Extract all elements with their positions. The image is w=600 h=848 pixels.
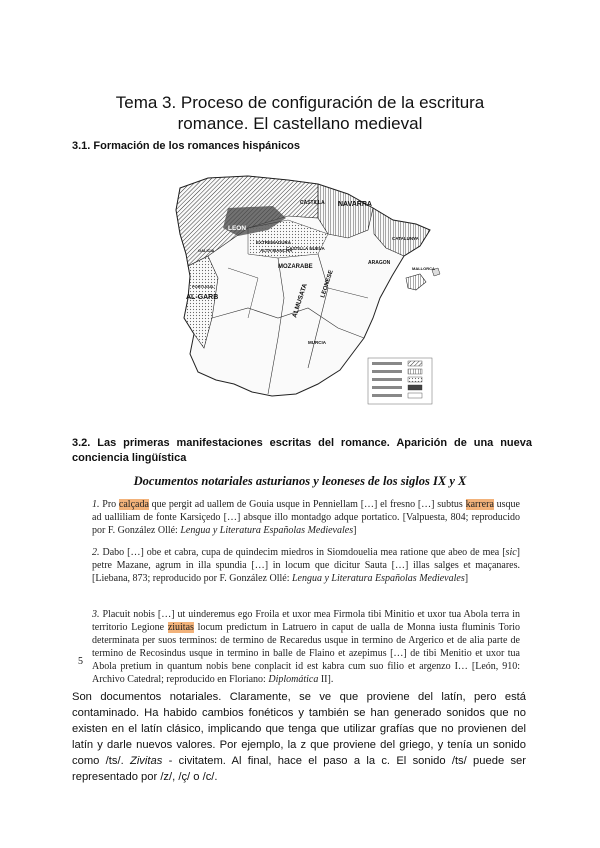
body-text-a: Son documentos notariales. Claramente, se ve que proviene del latín, pero está contaminado. Ha habido cambios fonéticos y también se han generado sonidos que no existen en el latín clásico, implicando que tenga que utilizar grafías que no provienen del latín y darle nuevos valores. Por ejemplo, la z que proviene del griego, y tenía un sonido como /ts/. xyxy=(72,691,526,767)
doc1-highlight-calcada: calçada xyxy=(118,499,149,510)
doc3-text-c: II]. xyxy=(318,674,334,685)
doc3-text-b: locum predictum in Latruero in caput de ualla de Monna iusta fluminis Torio determinata per suos terminos: de termino de Recaredus usque in termino de Argerico et de alia parte de termino de Recosindus usque in termino in balle de Flaino et azepimus […] de tibi Menitio et uxor tua Abola pretium in quantum nobis bene conplacit id est kabra cum suo filio et argenzo I… [León, 910: Archivo Catedral; reproducido en Floriano: xyxy=(92,622,521,685)
title-line-1: Tema 3. Proceso de configuración de la escritura xyxy=(115,93,485,112)
map-label-aragon: ARAGON xyxy=(368,260,391,266)
page-title xyxy=(60,92,540,134)
doc3-highlight-ziuitas: ziuitas xyxy=(167,622,194,633)
map-label-portugal: PORTUGAL xyxy=(192,284,215,289)
title-line-2: romance. El castellano medieval xyxy=(177,114,423,133)
doc3-reference: Diplomática xyxy=(268,674,319,685)
doc1-text-c: usque ad ualliliam de fonte Karsiçedo […] absque illo montadgo adque portatico. [Valpuesta, 804; reproducido por F. González Ollé: xyxy=(92,499,520,536)
map-label-mozarabe: MOZARABE xyxy=(278,264,313,270)
doc2-sic: sic xyxy=(505,547,517,558)
document-1 xyxy=(92,498,520,537)
doc1-text-a: Pro xyxy=(99,499,119,510)
map-label-castilla-nueva: CASTILLA NUEVA xyxy=(286,246,325,251)
doc2-text-a: Dabo […] obe et cabra, cupa de quindecim miedros in Siomdouelia mea ratione que abeo de mea [ xyxy=(99,547,506,558)
map-label-catalunya: CATALUNYA xyxy=(392,236,419,241)
map-label-murcia: MURCIA xyxy=(308,340,326,345)
doc1-text-d: ] xyxy=(353,525,357,536)
map-legend xyxy=(368,358,432,404)
map-label-alta-mancha: ALTA MANCHA xyxy=(260,248,293,253)
doc1-text-b: que pergit ad uallem de Gouia usque in Penniellam […] el fresno […] subtus xyxy=(148,499,466,510)
map-label-almusata: ALMUSATA xyxy=(291,282,309,319)
body-zivitas: Zivitas xyxy=(129,755,163,767)
doc1-highlight-karrera: karrera xyxy=(465,499,494,510)
document-2 xyxy=(92,546,520,585)
mallorca-island xyxy=(406,274,426,290)
body-paragraph xyxy=(72,689,526,785)
document-3 xyxy=(92,608,520,686)
body-text-b: - civitatem. Al final, hace el paso a la c. El sonido /ts/ puede ser representado por /z/, /ç/ o /c/. xyxy=(72,755,526,783)
map-label-leonese: LEONESE xyxy=(320,269,335,299)
doc1-reference: Lengua y Literatura Españolas Medievales xyxy=(180,525,354,536)
doc3-number: 3. xyxy=(92,609,100,620)
doc3-text-a: Placuit nobis […] ut uinderemus ego Froila et uxor mea Firmola tibi Minitio et uxor tua Abola terra in territorio Legione xyxy=(92,609,520,633)
map-label-extremadura: EXTREMADURA xyxy=(256,240,292,245)
map-label-al-garb: AL-GARB xyxy=(186,294,219,301)
map-label-mallorca: MALLORCA xyxy=(412,266,435,271)
section-heading-3-2: 3.2. Las primeras manifestaciones escritas del romance. Aparición de una nueva conciencia lingüística xyxy=(72,437,532,464)
map-label-castilla: CASTILLA xyxy=(300,200,325,206)
section-heading-3-1: 3.1. Formación de los romances hispánicos xyxy=(72,140,301,152)
map-label-galicia: GALICIA xyxy=(198,248,215,253)
map-label-leon: LEON xyxy=(228,225,247,232)
map-label-navarra: NAVARRA xyxy=(338,201,372,208)
documents-heading: Documentos notariales asturianos y leoneses de los siglos IX y X xyxy=(133,474,467,488)
line-number: 5 xyxy=(78,656,83,667)
doc2-reference: Lengua y Literatura Españolas Medievales xyxy=(291,573,465,584)
iberian-romance-map xyxy=(168,158,450,418)
doc2-number: 2. xyxy=(92,547,100,558)
doc2-text-c: ] xyxy=(464,573,469,584)
doc1-number: 1. xyxy=(92,499,100,510)
doc2-text-b: ] petre Mazane, agrum in illa spundia […] in locum que dicitur Sauta […] illas salges et maçanares. [Liebana, 873; reproducido por F. González Ollé: xyxy=(92,547,520,584)
